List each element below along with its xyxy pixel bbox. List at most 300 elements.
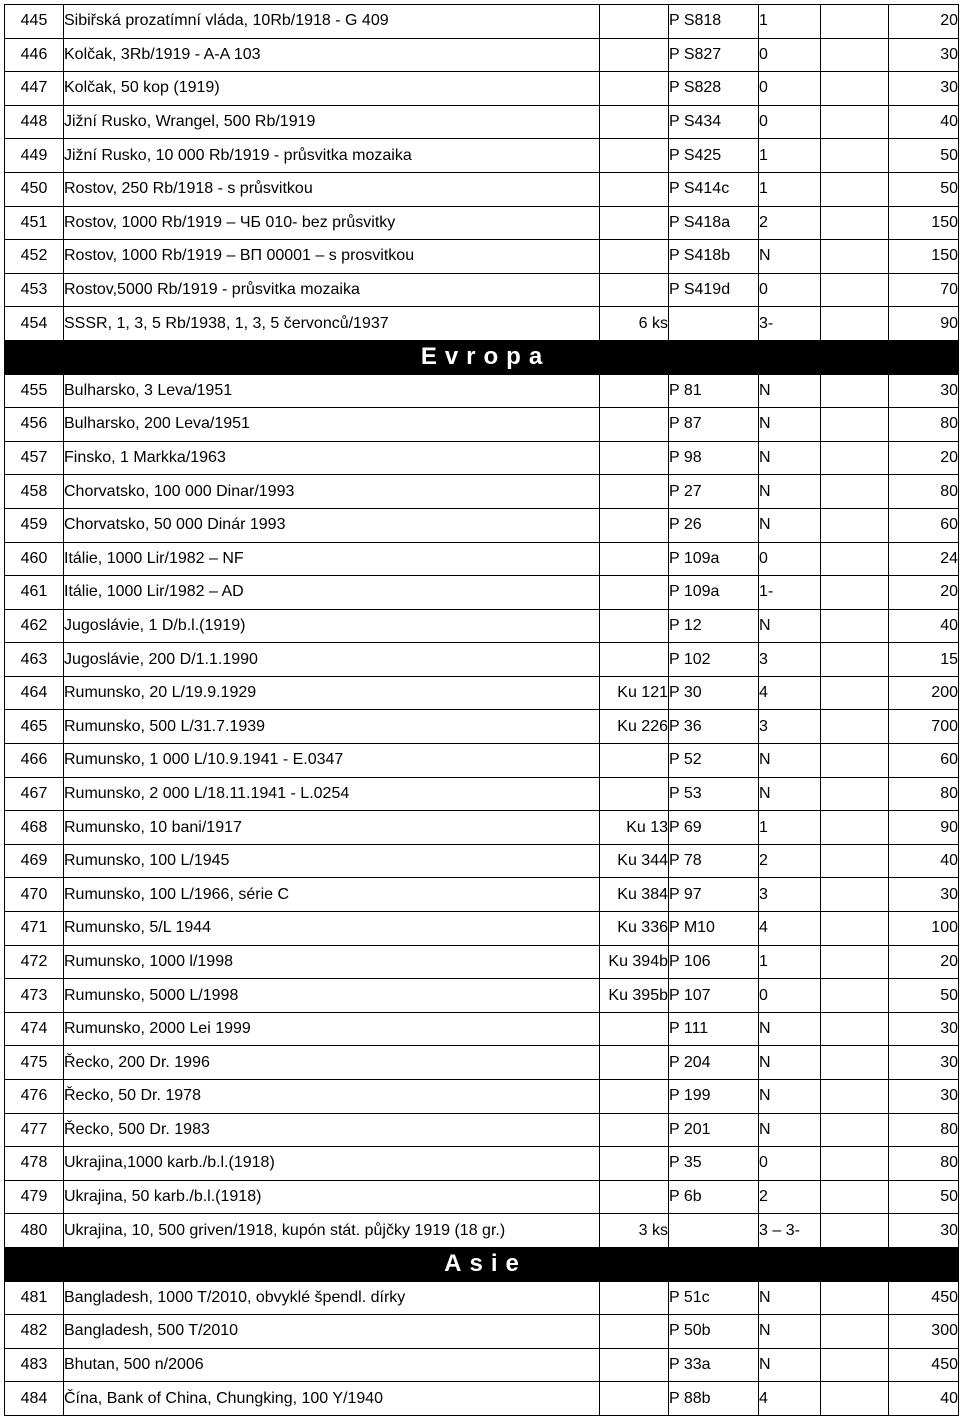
ku-reference-cell: 6 ks <box>600 307 669 341</box>
table-row <box>5 508 959 542</box>
price-cell: 40 <box>889 1382 959 1416</box>
ku-reference-cell <box>600 1147 669 1181</box>
catalog-body <box>5 5 959 1416</box>
ku-reference-cell <box>600 1281 669 1315</box>
grade-cell: N <box>759 777 821 811</box>
empty-cell <box>821 1113 889 1147</box>
table-row <box>5 1180 959 1214</box>
price-cell: 40 <box>889 609 959 643</box>
catalog-number-cell: P 52 <box>669 744 759 778</box>
grade-cell: 1 <box>759 811 821 845</box>
table-row <box>5 676 959 710</box>
catalog-number-cell: P S418a <box>669 206 759 240</box>
grade-cell: 1 <box>759 5 821 39</box>
catalog-number-cell: P 27 <box>669 475 759 509</box>
catalog-number-cell: P 88b <box>669 1382 759 1416</box>
price-cell: 20 <box>889 5 959 39</box>
table-row <box>5 878 959 912</box>
description-cell: Rumunsko, 2000 Lei 1999 <box>64 1012 600 1046</box>
ku-reference-cell: Ku 13 <box>600 811 669 845</box>
grade-cell: N <box>759 1113 821 1147</box>
empty-cell <box>821 1214 889 1248</box>
catalog-number-cell: P 204 <box>669 1046 759 1080</box>
section-header-row <box>5 1247 959 1281</box>
description-cell: Finsko, 1 Markka/1963 <box>64 441 600 475</box>
ku-reference-cell <box>600 408 669 442</box>
table-row <box>5 38 959 72</box>
ku-reference-cell <box>600 508 669 542</box>
empty-cell <box>821 710 889 744</box>
lot-number-cell: 484 <box>5 1382 64 1416</box>
table-row <box>5 475 959 509</box>
table-row <box>5 1012 959 1046</box>
description-cell: Rumunsko, 100 L/1966, série C <box>64 878 600 912</box>
description-cell: Rumunsko, 100 L/1945 <box>64 844 600 878</box>
catalog-number-cell: P 81 <box>669 374 759 408</box>
ku-reference-cell <box>600 475 669 509</box>
catalog-number-cell: P S425 <box>669 139 759 173</box>
ku-reference-cell <box>600 38 669 72</box>
empty-cell <box>821 508 889 542</box>
price-cell: 300 <box>889 1315 959 1349</box>
description-cell: Bangladesh, 500 T/2010 <box>64 1315 600 1349</box>
section-title-text: Asie <box>444 1250 527 1278</box>
table-row <box>5 945 959 979</box>
lot-number-cell: 466 <box>5 744 64 778</box>
price-cell: 40 <box>889 844 959 878</box>
empty-cell <box>821 676 889 710</box>
ku-reference-cell: Ku 336 <box>600 912 669 946</box>
empty-cell <box>821 744 889 778</box>
grade-cell: 0 <box>759 72 821 106</box>
lot-number-cell: 457 <box>5 441 64 475</box>
empty-cell <box>821 1315 889 1349</box>
price-cell: 15 <box>889 643 959 677</box>
grade-cell: 0 <box>759 979 821 1013</box>
description-cell: Ukrajina, 10, 500 griven/1918, kupón stát. půjčky 1919 (18 gr.) <box>64 1214 600 1248</box>
description-cell: Rumunsko, 1 000 L/10.9.1941 - E.0347 <box>64 744 600 778</box>
empty-cell <box>821 273 889 307</box>
ku-reference-cell <box>600 273 669 307</box>
empty-cell <box>821 609 889 643</box>
ku-reference-cell <box>600 1315 669 1349</box>
empty-cell <box>821 777 889 811</box>
empty-cell <box>821 1147 889 1181</box>
price-cell: 20 <box>889 441 959 475</box>
lot-number-cell: 472 <box>5 945 64 979</box>
grade-cell: 0 <box>759 38 821 72</box>
lot-number-cell: 471 <box>5 912 64 946</box>
lot-number-cell: 477 <box>5 1113 64 1147</box>
price-cell: 30 <box>889 38 959 72</box>
table-row <box>5 643 959 677</box>
ku-reference-cell <box>600 609 669 643</box>
grade-cell: 4 <box>759 912 821 946</box>
empty-cell <box>821 206 889 240</box>
table-row <box>5 979 959 1013</box>
price-cell: 80 <box>889 1147 959 1181</box>
table-row <box>5 1315 959 1349</box>
table-row <box>5 912 959 946</box>
catalog-number-cell: P S818 <box>669 5 759 39</box>
empty-cell <box>821 5 889 39</box>
price-cell: 50 <box>889 172 959 206</box>
catalog-number-cell: P 36 <box>669 710 759 744</box>
catalog-number-cell: P 109a <box>669 576 759 610</box>
table-row <box>5 374 959 408</box>
lot-number-cell: 465 <box>5 710 64 744</box>
lot-number-cell: 475 <box>5 1046 64 1080</box>
description-cell: Rumunsko, 5/L 1944 <box>64 912 600 946</box>
description-cell: SSSR, 1, 3, 5 Rb/1938, 1, 3, 5 červonců/1937 <box>64 307 600 341</box>
catalog-number-cell: P 26 <box>669 508 759 542</box>
description-cell: Kolčak, 3Rb/1919 - A-A 103 <box>64 38 600 72</box>
empty-cell <box>821 844 889 878</box>
price-cell: 30 <box>889 1012 959 1046</box>
lot-number-cell: 453 <box>5 273 64 307</box>
description-cell: Rostov, 1000 Rb/1919 – ВП 00001 – s prosvitkou <box>64 240 600 274</box>
ku-reference-cell <box>600 206 669 240</box>
price-cell: 80 <box>889 1113 959 1147</box>
catalog-number-cell: P 97 <box>669 878 759 912</box>
ku-reference-cell: Ku 394b <box>600 945 669 979</box>
lot-number-cell: 455 <box>5 374 64 408</box>
description-cell: Rostov,5000 Rb/1919 - průsvitka mozaika <box>64 273 600 307</box>
grade-cell: 2 <box>759 206 821 240</box>
catalog-number-cell: P 102 <box>669 643 759 677</box>
empty-cell <box>821 811 889 845</box>
catalog-number-cell: P S414c <box>669 172 759 206</box>
ku-reference-cell <box>600 72 669 106</box>
empty-cell <box>821 374 889 408</box>
lot-number-cell: 456 <box>5 408 64 442</box>
catalog-number-cell: P M10 <box>669 912 759 946</box>
ku-reference-cell <box>600 5 669 39</box>
empty-cell <box>821 307 889 341</box>
lot-number-cell: 478 <box>5 1147 64 1181</box>
price-cell: 30 <box>889 1080 959 1114</box>
catalog-number-cell: P 201 <box>669 1113 759 1147</box>
catalog-number-cell: P 78 <box>669 844 759 878</box>
empty-cell <box>821 1012 889 1046</box>
empty-cell <box>821 139 889 173</box>
ku-reference-cell <box>600 777 669 811</box>
ku-reference-cell <box>600 1113 669 1147</box>
ku-reference-cell: Ku 395b <box>600 979 669 1013</box>
table-row <box>5 777 959 811</box>
empty-cell <box>821 643 889 677</box>
catalog-number-cell: P 6b <box>669 1180 759 1214</box>
catalog-number-cell: P 87 <box>669 408 759 442</box>
lot-number-cell: 468 <box>5 811 64 845</box>
ku-reference-cell <box>600 744 669 778</box>
empty-cell <box>821 1080 889 1114</box>
description-cell: Rumunsko, 5000 L/1998 <box>64 979 600 1013</box>
lot-number-cell: 470 <box>5 878 64 912</box>
description-cell: Chorvatsko, 50 000 Dinár 1993 <box>64 508 600 542</box>
table-row <box>5 1046 959 1080</box>
lot-number-cell: 451 <box>5 206 64 240</box>
grade-cell: N <box>759 475 821 509</box>
lot-number-cell: 480 <box>5 1214 64 1248</box>
description-cell: Bulharsko, 3 Leva/1951 <box>64 374 600 408</box>
table-row <box>5 5 959 39</box>
description-cell: Bulharsko, 200 Leva/1951 <box>64 408 600 442</box>
price-cell: 24 <box>889 542 959 576</box>
grade-cell: 4 <box>759 676 821 710</box>
lot-number-cell: 473 <box>5 979 64 1013</box>
empty-cell <box>821 72 889 106</box>
grade-cell: N <box>759 441 821 475</box>
grade-cell: 1 <box>759 172 821 206</box>
empty-cell <box>821 441 889 475</box>
empty-cell <box>821 1382 889 1416</box>
description-cell: Kolčak, 50 kop (1919) <box>64 72 600 106</box>
ku-reference-cell <box>600 542 669 576</box>
grade-cell: N <box>759 1315 821 1349</box>
price-cell: 60 <box>889 508 959 542</box>
lot-number-cell: 452 <box>5 240 64 274</box>
price-cell: 30 <box>889 374 959 408</box>
grade-cell: N <box>759 1046 821 1080</box>
table-row <box>5 1348 959 1382</box>
ku-reference-cell <box>600 441 669 475</box>
description-cell: Ukrajina,1000 karb./b.l.(1918) <box>64 1147 600 1181</box>
table-row <box>5 408 959 442</box>
description-cell: Rumunsko, 1000 l/1998 <box>64 945 600 979</box>
ku-reference-cell <box>600 172 669 206</box>
price-cell: 150 <box>889 206 959 240</box>
grade-cell: N <box>759 1348 821 1382</box>
empty-cell <box>821 1180 889 1214</box>
lot-number-cell: 463 <box>5 643 64 677</box>
table-row <box>5 710 959 744</box>
catalog-number-cell: P 12 <box>669 609 759 643</box>
price-cell: 80 <box>889 777 959 811</box>
grade-cell: 3 – 3- <box>759 1214 821 1248</box>
grade-cell: 3 <box>759 710 821 744</box>
ku-reference-cell <box>600 105 669 139</box>
lot-number-cell: 445 <box>5 5 64 39</box>
description-cell: Čína, Bank of China, Chungking, 100 Y/1940 <box>64 1382 600 1416</box>
price-cell: 50 <box>889 139 959 173</box>
empty-cell <box>821 576 889 610</box>
catalog-number-cell: P 69 <box>669 811 759 845</box>
description-cell: Řecko, 50 Dr. 1978 <box>64 1080 600 1114</box>
description-cell: Rostov, 1000 Rb/1919 – ЧБ 010- bez průsvitky <box>64 206 600 240</box>
catalog-number-cell: P S418b <box>669 240 759 274</box>
ku-reference-cell <box>600 240 669 274</box>
catalog-number-cell: P 53 <box>669 777 759 811</box>
table-row <box>5 273 959 307</box>
grade-cell: N <box>759 1281 821 1315</box>
grade-cell: N <box>759 1012 821 1046</box>
price-cell: 30 <box>889 72 959 106</box>
empty-cell <box>821 542 889 576</box>
empty-cell <box>821 240 889 274</box>
lot-number-cell: 481 <box>5 1281 64 1315</box>
lot-number-cell: 474 <box>5 1012 64 1046</box>
price-cell: 450 <box>889 1348 959 1382</box>
grade-cell: 0 <box>759 273 821 307</box>
description-cell: Jižní Rusko, Wrangel, 500 Rb/1919 <box>64 105 600 139</box>
description-cell: Rumunsko, 2 000 L/18.11.1941 - L.0254 <box>64 777 600 811</box>
catalog-number-cell: P 111 <box>669 1012 759 1046</box>
grade-cell: N <box>759 240 821 274</box>
catalog-number-cell: P S434 <box>669 105 759 139</box>
table-row <box>5 576 959 610</box>
price-cell: 80 <box>889 408 959 442</box>
description-cell: Ukrajina, 50 karb./b.l.(1918) <box>64 1180 600 1214</box>
price-cell: 90 <box>889 307 959 341</box>
grade-cell: N <box>759 1080 821 1114</box>
ku-reference-cell <box>600 139 669 173</box>
description-cell: Jižní Rusko, 10 000 Rb/1919 - průsvitka mozaika <box>64 139 600 173</box>
ku-reference-cell <box>600 576 669 610</box>
empty-cell <box>821 1281 889 1315</box>
lot-number-cell: 458 <box>5 475 64 509</box>
grade-cell: 4 <box>759 1382 821 1416</box>
lot-number-cell: 462 <box>5 609 64 643</box>
table-row <box>5 1382 959 1416</box>
table-row <box>5 441 959 475</box>
table-row <box>5 307 959 341</box>
price-cell: 20 <box>889 945 959 979</box>
grade-cell: N <box>759 374 821 408</box>
grade-cell: N <box>759 408 821 442</box>
ku-reference-cell: Ku 344 <box>600 844 669 878</box>
price-cell: 50 <box>889 979 959 1013</box>
empty-cell <box>821 408 889 442</box>
lot-number-cell: 446 <box>5 38 64 72</box>
table-row <box>5 139 959 173</box>
ku-reference-cell: Ku 226 <box>600 710 669 744</box>
catalog-number-cell: P 50b <box>669 1315 759 1349</box>
lot-number-cell: 483 <box>5 1348 64 1382</box>
ku-reference-cell <box>600 1080 669 1114</box>
catalog-number-cell <box>669 307 759 341</box>
ku-reference-cell <box>600 1180 669 1214</box>
table-row <box>5 240 959 274</box>
ku-reference-cell <box>600 643 669 677</box>
lot-number-cell: 476 <box>5 1080 64 1114</box>
empty-cell <box>821 945 889 979</box>
description-cell: Rumunsko, 20 L/19.9.1929 <box>64 676 600 710</box>
table-row <box>5 206 959 240</box>
table-row <box>5 1147 959 1181</box>
description-cell: Itálie, 1000 Lir/1982 – NF <box>64 542 600 576</box>
catalog-number-cell: P S828 <box>669 72 759 106</box>
lot-number-cell: 464 <box>5 676 64 710</box>
price-cell: 100 <box>889 912 959 946</box>
grade-cell: 1 <box>759 139 821 173</box>
section-title <box>5 1247 959 1281</box>
catalog-number-cell: P 106 <box>669 945 759 979</box>
empty-cell <box>821 105 889 139</box>
price-cell: 70 <box>889 273 959 307</box>
description-cell: Chorvatsko, 100 000 Dinar/1993 <box>64 475 600 509</box>
ku-reference-cell: 3 ks <box>600 1214 669 1248</box>
lot-number-cell: 448 <box>5 105 64 139</box>
grade-cell: N <box>759 508 821 542</box>
catalog-number-cell <box>669 1214 759 1248</box>
empty-cell <box>821 475 889 509</box>
description-cell: Bangladesh, 1000 T/2010, obvyklé špendl. dírky <box>64 1281 600 1315</box>
price-cell: 40 <box>889 105 959 139</box>
catalog-number-cell: P 51c <box>669 1281 759 1315</box>
description-cell: Řecko, 200 Dr. 1996 <box>64 1046 600 1080</box>
ku-reference-cell <box>600 1382 669 1416</box>
lot-number-cell: 469 <box>5 844 64 878</box>
catalog-number-cell: P 98 <box>669 441 759 475</box>
description-cell: Rumunsko, 500 L/31.7.1939 <box>64 710 600 744</box>
grade-cell: 2 <box>759 1180 821 1214</box>
lot-number-cell: 454 <box>5 307 64 341</box>
grade-cell: 0 <box>759 105 821 139</box>
catalog-number-cell: P 107 <box>669 979 759 1013</box>
section-title <box>5 340 959 374</box>
lot-number-cell: 461 <box>5 576 64 610</box>
table-row <box>5 744 959 778</box>
catalog-number-cell: P 30 <box>669 676 759 710</box>
table-row <box>5 844 959 878</box>
price-cell: 60 <box>889 744 959 778</box>
empty-cell <box>821 38 889 72</box>
description-cell: Sibiřská prozatímní vláda, 10Rb/1918 - G 409 <box>64 5 600 39</box>
lot-number-cell: 467 <box>5 777 64 811</box>
catalog-number-cell: P 199 <box>669 1080 759 1114</box>
lot-number-cell: 447 <box>5 72 64 106</box>
table-row <box>5 1080 959 1114</box>
catalog-number-cell: P S827 <box>669 38 759 72</box>
table-row <box>5 542 959 576</box>
grade-cell: 3- <box>759 307 821 341</box>
price-cell: 30 <box>889 878 959 912</box>
empty-cell <box>821 1348 889 1382</box>
ku-reference-cell: Ku 384 <box>600 878 669 912</box>
table-row <box>5 105 959 139</box>
price-cell: 200 <box>889 676 959 710</box>
empty-cell <box>821 172 889 206</box>
lot-number-cell: 449 <box>5 139 64 173</box>
grade-cell: 1- <box>759 576 821 610</box>
empty-cell <box>821 878 889 912</box>
grade-cell: 3 <box>759 643 821 677</box>
ku-reference-cell <box>600 1046 669 1080</box>
grade-cell: 2 <box>759 844 821 878</box>
grade-cell: N <box>759 744 821 778</box>
price-cell: 90 <box>889 811 959 845</box>
catalog-number-cell: P 35 <box>669 1147 759 1181</box>
description-cell: Jugoslávie, 200 D/1.1.1990 <box>64 643 600 677</box>
ku-reference-cell <box>600 374 669 408</box>
ku-reference-cell <box>600 1012 669 1046</box>
lot-number-cell: 450 <box>5 172 64 206</box>
lot-number-cell: 482 <box>5 1315 64 1349</box>
price-cell: 80 <box>889 475 959 509</box>
catalog-table <box>4 4 959 1416</box>
price-cell: 700 <box>889 710 959 744</box>
ku-reference-cell <box>600 1348 669 1382</box>
catalog-number-cell: P S419d <box>669 273 759 307</box>
section-header-row <box>5 340 959 374</box>
table-row <box>5 811 959 845</box>
table-row <box>5 1113 959 1147</box>
description-cell: Jugoslávie, 1 D/b.l.(1919) <box>64 609 600 643</box>
ku-reference-cell: Ku 121 <box>600 676 669 710</box>
description-cell: Rostov, 250 Rb/1918 - s průsvitkou <box>64 172 600 206</box>
empty-cell <box>821 1046 889 1080</box>
